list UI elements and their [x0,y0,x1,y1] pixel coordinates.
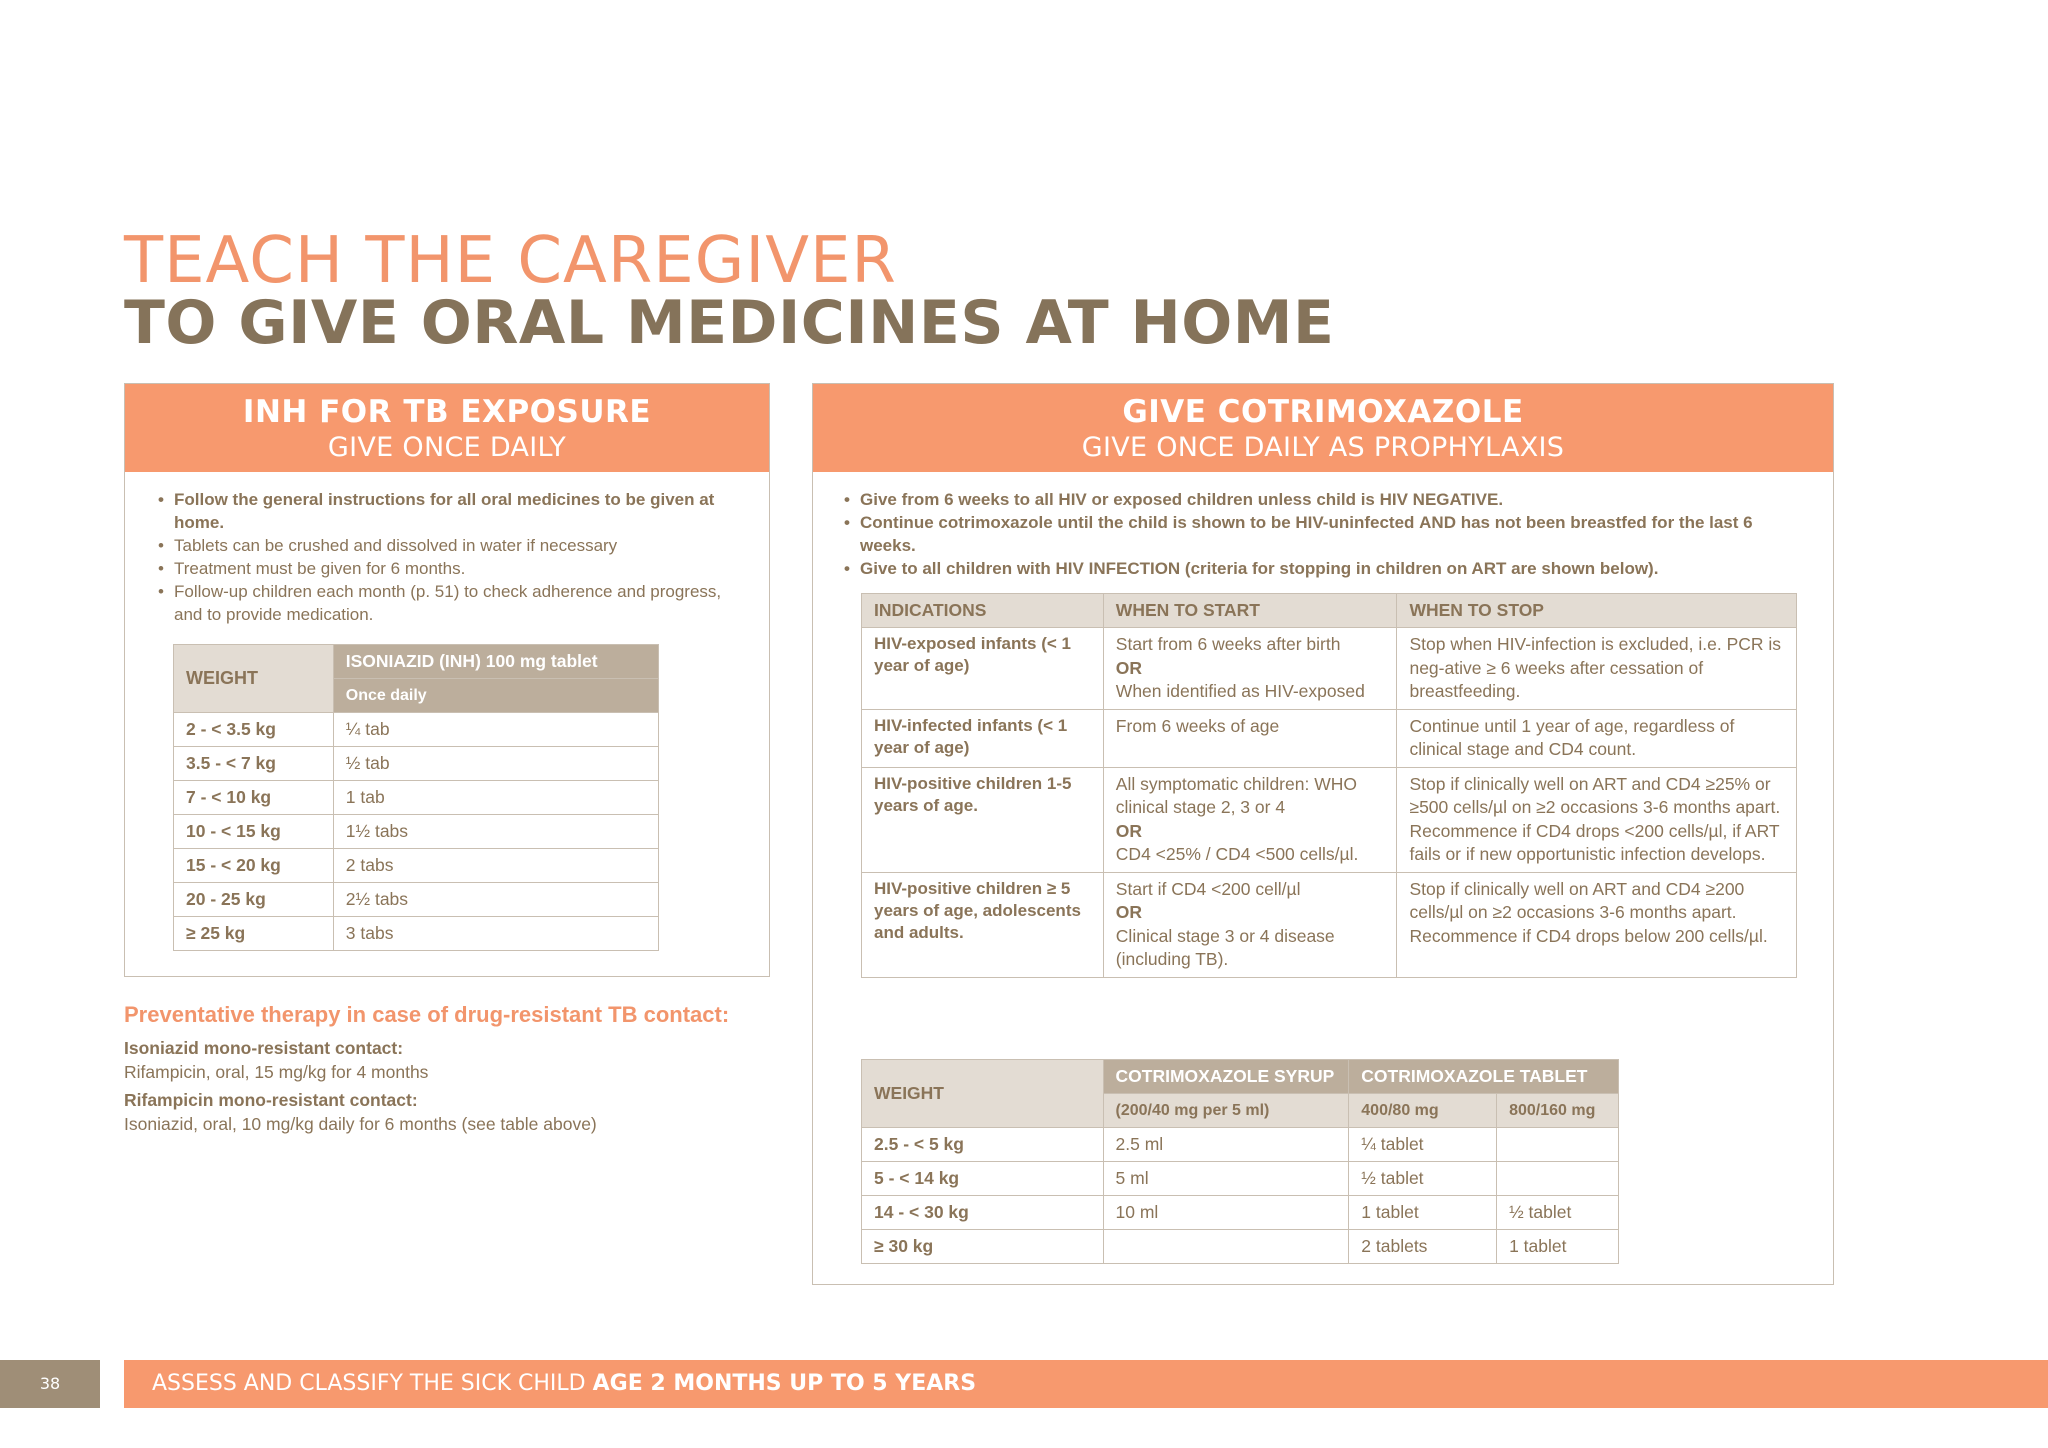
table-row [862,1230,1619,1264]
tablet-400-cell: 2 tablets [1349,1230,1497,1264]
dose-cell: ¼ tab [333,713,658,747]
weight-cell: 2 - < 3.5 kg [174,713,334,747]
table-header-row [862,594,1797,628]
preventative-label: Rifampicin mono-resistant contact: [124,1090,418,1110]
cot-heading: GIVE COTRIMOXAZOLE [1122,394,1524,430]
indication-cell: HIV-positive children ≥ 5 years of age, adolescents and adults. [862,872,1104,977]
footer-text: ASSESS AND CLASSIFY THE SICK CHILD [152,1371,593,1396]
table-row [174,781,659,815]
stop-cell: Stop when HIV-infection is excluded, i.e. PCR is neg-ative ≥ 6 weeks after cessation of breastfeeding. [1397,628,1797,710]
preventative-title: Preventative therapy in case of drug-resistant TB contact: [124,1002,730,1027]
table-row [174,917,659,951]
table-row [174,883,659,917]
inh-panel [124,383,770,977]
tablet-header: COTRIMOXAZOLE TABLET [1349,1060,1619,1094]
isoniazid-header: ISONIAZID (INH) 100 mg tablet [333,645,658,679]
weight-cell: 15 - < 20 kg [174,849,334,883]
cot-bullet-list [844,488,1804,580]
inh-bullet: • Follow the general instructions for all oral medicines to be given at home. [158,488,748,534]
tablet-800-cell: 1 tablet [1497,1230,1619,1264]
indications-table [861,593,1797,978]
syrup-header: COTRIMOXAZOLE SYRUP [1103,1060,1349,1094]
cotrimoxazole-panel [812,383,1834,1285]
start-text: Start if CD4 <200 cell/µl [1115,878,1301,899]
or-text: OR [1115,820,1143,841]
page-number: 38 [0,1360,100,1408]
weight-cell: 3.5 - < 7 kg [174,747,334,781]
cotrimoxazole-dose-table [861,1059,1619,1264]
start-text: CD4 <25% / CD4 <500 cells/µl. [1115,844,1359,864]
table-row [174,747,659,781]
when-to-stop-header: WHEN TO STOP [1397,594,1797,628]
inh-subheading: GIVE ONCE DAILY [327,432,567,463]
inh-panel-header [125,384,769,472]
footer-text-bold: AGE 2 MONTHS UP TO 5 YEARS [592,1371,977,1396]
weight-header: WEIGHT [174,645,334,713]
start-text: All symptomatic children: WHO clinical stage 2, 3 or 4 [1115,773,1357,817]
start-cell [1103,767,1397,872]
cot-subheading: GIVE ONCE DAILY AS PROPHYLAXIS [1081,432,1565,463]
weight-cell: 2.5 - < 5 kg [862,1128,1104,1162]
stop-text: Stop if clinically well on ART and CD4 ≥200 cells/µl on ≥2 occasions 3-6 months apart. [1409,878,1745,922]
table-row [862,1162,1619,1196]
tablet-400-cell: ½ tablet [1349,1162,1497,1196]
weight-header: WEIGHT [862,1060,1104,1128]
indication-cell: HIV-infected infants (< 1 year of age) [862,709,1104,767]
tablet-400-header: 400/80 mg [1349,1094,1497,1128]
stop-cell [1397,872,1797,977]
preventative-item [124,1088,784,1136]
preventative-text: Isoniazid, oral, 10 mg/kg daily for 6 months (see table above) [124,1114,597,1134]
footer-bar [124,1360,2048,1408]
inh-bullet: • Tablets can be crushed and dissolved in water if necessary [158,534,748,557]
table-row [862,628,1797,710]
syrup-strength-header: (200/40 mg per 5 ml) [1103,1094,1349,1128]
table-row [174,815,659,849]
syrup-cell [1103,1230,1349,1264]
table-row [862,872,1797,977]
recommence-text: Recommence if CD4 drops <200 cells/µl, if ART fails or if new opportunistic infection develops. [1409,820,1780,864]
stop-cell: Continue until 1 year of age, regardless of clinical stage and CD4 count. [1397,709,1797,767]
or-text: OR [1115,657,1143,678]
recommence-text: Recommence if CD4 drops below 200 cells/µl. [1409,925,1768,946]
tablet-800-header: 800/160 mg [1497,1094,1619,1128]
inh-dose-table [173,644,659,951]
tablet-400-cell: ¼ tablet [1349,1128,1497,1162]
tablet-400-cell: 1 tablet [1349,1196,1497,1230]
table-header-row [174,645,659,679]
indication-cell: HIV-exposed infants (< 1 year of age) [862,628,1104,710]
dose-cell: 2½ tabs [333,883,658,917]
table-header-row [862,1060,1619,1094]
syrup-cell: 2.5 ml [1103,1128,1349,1162]
table-row [174,849,659,883]
start-cell [1103,872,1397,977]
cot-panel-header [813,384,1833,472]
preventative-text: Rifampicin, oral, 15 mg/kg for 4 months [124,1062,429,1082]
weight-cell: 20 - 25 kg [174,883,334,917]
inh-bullet-list [158,488,748,626]
syrup-cell: 5 ml [1103,1162,1349,1196]
stop-text: Stop if clinically well on ART and CD4 ≥25% or ≥500 cells/µl on ≥2 occasions 3-6 months apart. [1409,773,1781,817]
weight-cell: 5 - < 14 kg [862,1162,1104,1196]
table-row [862,767,1797,872]
tablet-800-cell: ½ tablet [1497,1196,1619,1230]
start-text: When identified as HIV-exposed [1115,681,1365,701]
table-row [862,1128,1619,1162]
tablet-800-cell [1497,1128,1619,1162]
preventative-label: Isoniazid mono-resistant contact: [124,1038,404,1058]
start-text: Start from 6 weeks after birth [1115,634,1341,654]
indications-header: INDICATIONS [862,594,1104,628]
table-row [862,709,1797,767]
start-cell [1103,709,1397,767]
stop-cell [1397,767,1797,872]
weight-cell: 10 - < 15 kg [174,815,334,849]
weight-cell: 7 - < 10 kg [174,781,334,815]
preventative-item [124,1036,784,1084]
dose-cell: 1 tab [333,781,658,815]
weight-cell: 14 - < 30 kg [862,1196,1104,1230]
indication-cell: HIV-positive children 1-5 years of age. [862,767,1104,872]
page-title-line2: TO GIVE ORAL MEDICINES AT HOME [124,288,1335,358]
once-daily-header: Once daily [333,679,658,713]
start-text: From 6 weeks of age [1115,715,1280,736]
cot-bullet: • Give to all children with HIV INFECTION (criteria for stopping in children on ART are shown below). [844,557,1804,580]
cot-bullet: • Give from 6 weeks to all HIV or exposed children unless child is HIV NEGATIVE. [844,488,1804,511]
dose-cell: 3 tabs [333,917,658,951]
table-row [174,713,659,747]
table-row [862,1196,1619,1230]
syrup-cell: 10 ml [1103,1196,1349,1230]
inh-heading: INH FOR TB EXPOSURE [242,394,652,430]
start-cell [1103,628,1397,710]
cot-bullet: • Continue cotrimoxazole until the child is shown to be HIV-uninfected AND has not been breastfed for the last 6 weeks. [844,511,1804,557]
page-title-line1: TEACH THE CAREGIVER [124,224,897,298]
tablet-800-cell [1497,1162,1619,1196]
dose-cell: 2 tabs [333,849,658,883]
when-to-start-header: WHEN TO START [1103,594,1397,628]
or-text: OR [1115,902,1143,922]
dose-cell: ½ tab [333,747,658,781]
inh-bullet: • Follow-up children each month (p. 51) to check adherence and progress, and to provide medication. [158,580,748,626]
inh-bullet: • Treatment must be given for 6 months. [158,557,748,580]
weight-cell: ≥ 25 kg [174,917,334,951]
weight-cell: ≥ 30 kg [862,1230,1104,1264]
dose-cell: 1½ tabs [333,815,658,849]
start-text: Clinical stage 3 or 4 disease (including TB). [1115,925,1335,969]
